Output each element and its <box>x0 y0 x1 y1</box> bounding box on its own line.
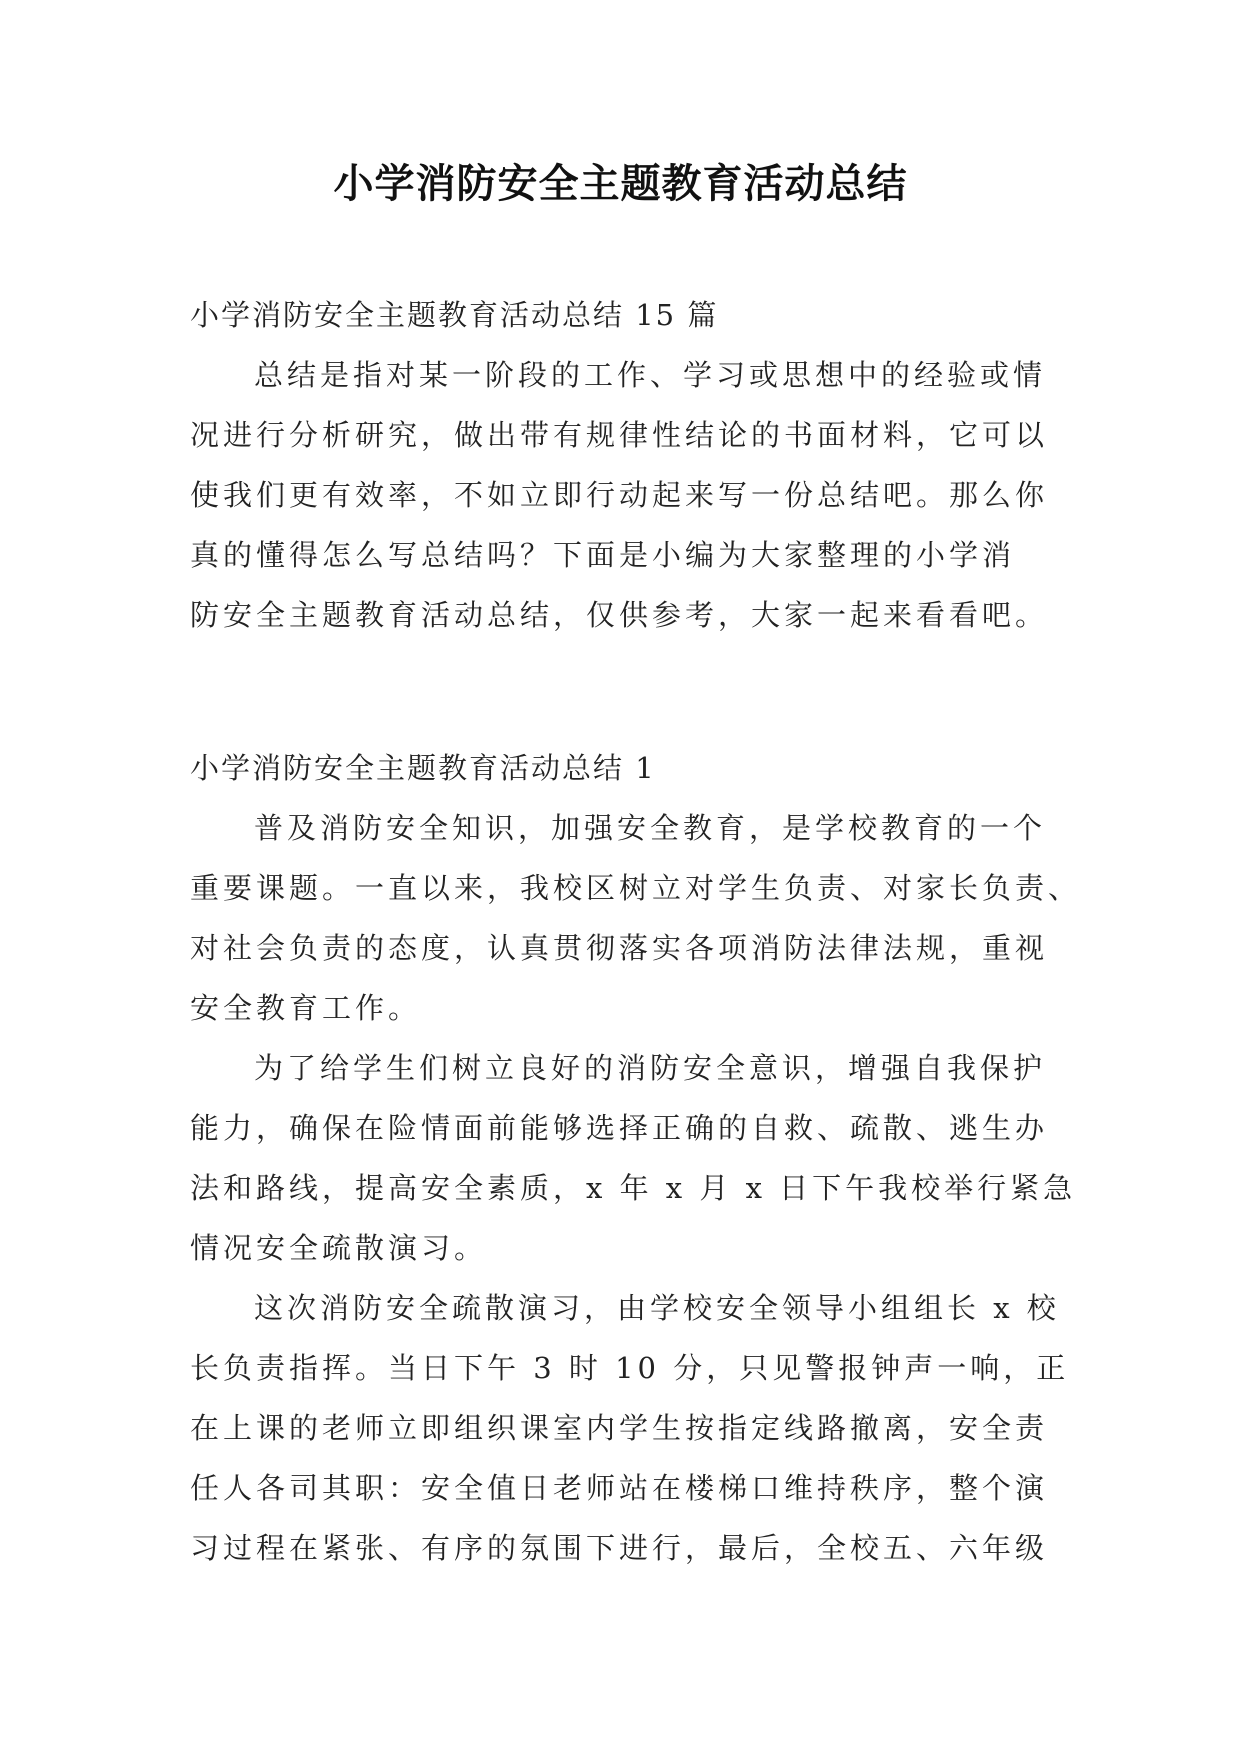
intro-heading: 小学消防安全主题教育活动总结 15 篇 <box>190 298 719 332</box>
paragraph-line: 长负责指挥。当日下午 3 时 10 分，只见警报钟声一响，正 <box>190 1351 1070 1385</box>
paragraph-line: 习过程在紧张、有序的氛围下进行，最后，全校五、六年级 <box>190 1531 1049 1565</box>
paragraph-line: 能力，确保在险情面前能够选择正确的自救、疏散、逃生办 <box>190 1111 1049 1145</box>
paragraph-line: 这次消防安全疏散演习，由学校安全领导小组组长 x 校 <box>254 1291 1060 1325</box>
paragraph-line: 重要课题。一直以来，我校区树立对学生负责、对家长负责、 <box>190 871 1082 905</box>
paragraph-line: 防安全主题教育活动总结，仅供参考，大家一起来看看吧。 <box>190 598 1049 632</box>
document-title: 小学消防安全主题教育活动总结 <box>333 160 908 207</box>
paragraph-line: 对社会负责的态度，认真贯彻落实各项消防法律法规，重视 <box>190 931 1049 965</box>
section-1-paragraph-3 <box>190 1278 1070 1578</box>
section-1-paragraph-2 <box>190 1038 1077 1278</box>
section-1-heading: 小学消防安全主题教育活动总结 1 <box>190 751 656 785</box>
paragraph-line: 普及消防安全知识，加强安全教育，是学校教育的一个 <box>254 811 1047 845</box>
paragraph-line: 为了给学生们树立良好的消防安全意识，增强自我保护 <box>254 1051 1047 1085</box>
paragraph-line: 安全教育工作。 <box>190 991 422 1025</box>
paragraph-line: 况进行分析研究，做出带有规律性结论的书面材料，它可以 <box>190 418 1049 452</box>
paragraph-line: 情况安全疏散演习。 <box>190 1231 488 1265</box>
intro-paragraph <box>190 345 1060 645</box>
paragraph-line: 在上课的老师立即组织课室内学生按指定线路撤离，安全责 <box>190 1411 1049 1445</box>
section-1-paragraph-1 <box>190 798 1082 1038</box>
paragraph-line: 任人各司其职：安全值日老师站在楼梯口维持秩序，整个演 <box>190 1471 1049 1505</box>
paragraph-line: 法和路线，提高安全素质，x 年 x 月 x 日下午我校举行紧急 <box>190 1171 1077 1205</box>
paragraph-line: 使我们更有效率，不如立即行动起来写一份总结吧。那么你 <box>190 478 1049 512</box>
paragraph-line: 总结是指对某一阶段的工作、学习或思想中的经验或情 <box>254 358 1047 392</box>
intro-block <box>190 285 1060 645</box>
paragraph-line: 真的懂得怎么写总结吗？下面是小编为大家整理的小学消 <box>190 538 1016 572</box>
section-1-block <box>190 738 1082 1578</box>
